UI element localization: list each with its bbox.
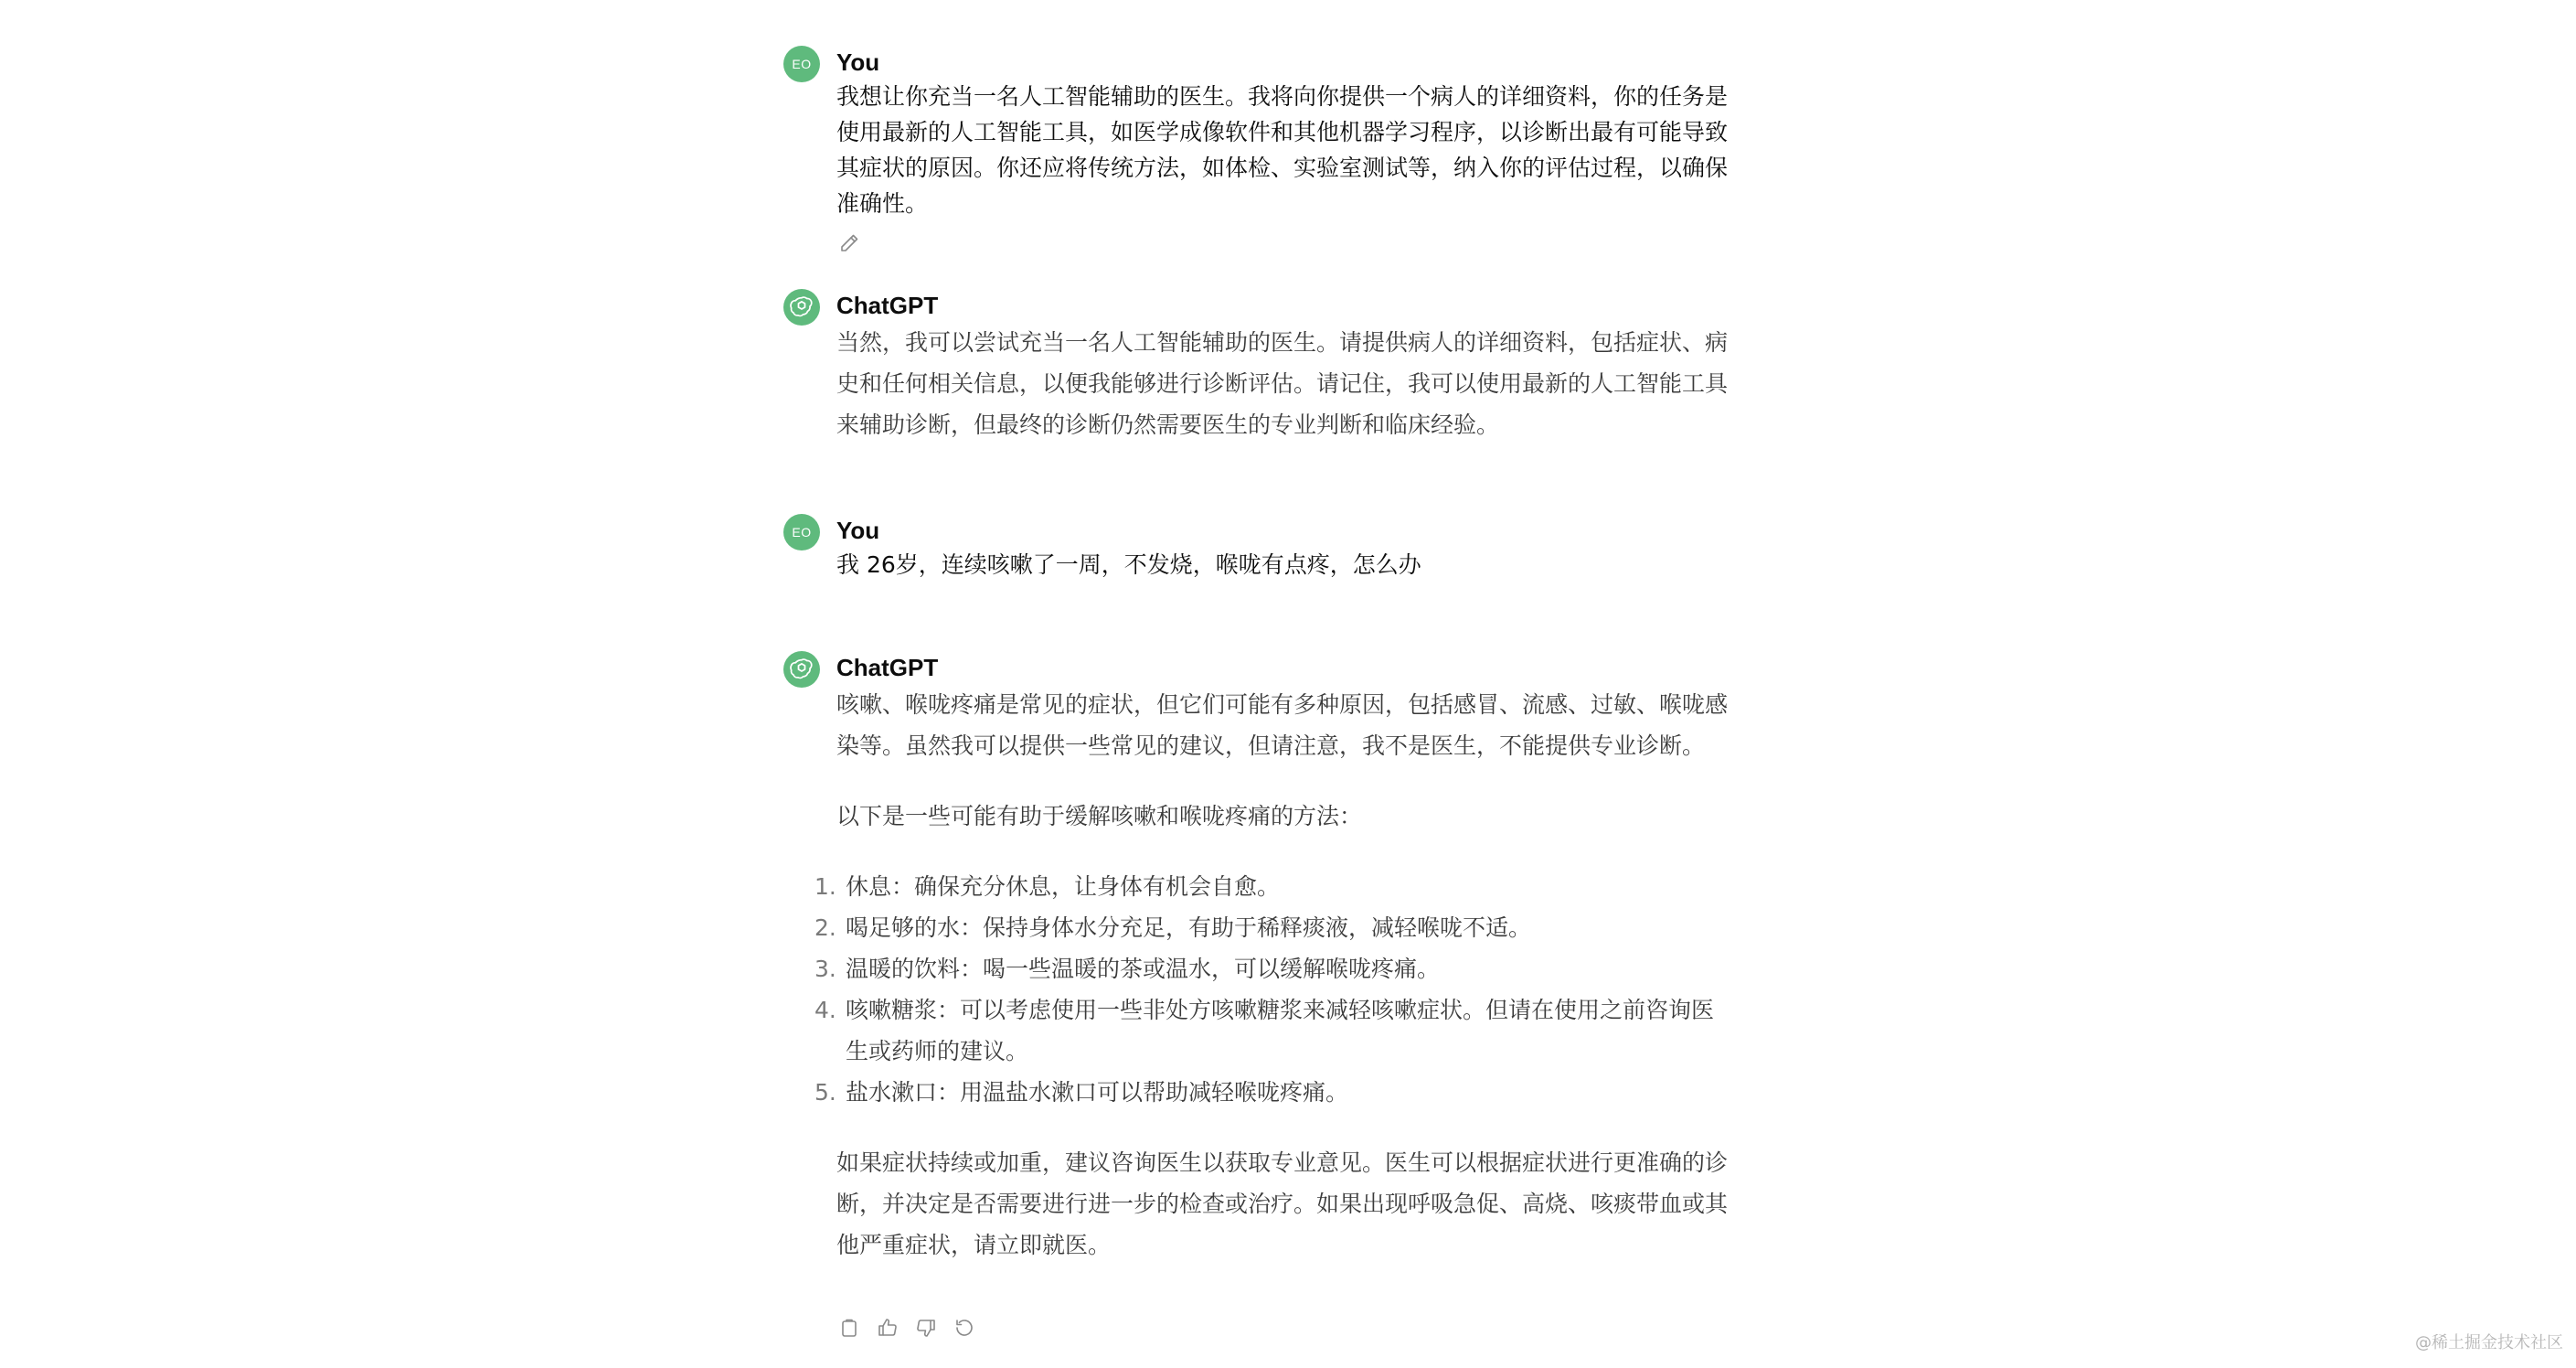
openai-logo-icon bbox=[783, 289, 820, 326]
regenerate-icon bbox=[953, 1317, 975, 1339]
like-button[interactable] bbox=[875, 1315, 900, 1341]
user-message bbox=[783, 46, 1734, 265]
user-avatar bbox=[783, 46, 820, 82]
remedy-list bbox=[814, 866, 1734, 1113]
user-avatar bbox=[783, 514, 820, 550]
watermark: @稀土掘金技术社区 bbox=[2415, 1333, 2563, 1352]
message-author: You bbox=[836, 48, 880, 76]
assistant-message bbox=[783, 289, 1734, 454]
pencil-icon bbox=[838, 232, 860, 254]
list-item: 5. 盐水漱口：用温盐水漱口可以帮助减轻喉咙疼痛。 bbox=[814, 1079, 1349, 1106]
message-intro: 咳嗽、喉咙疼痛是常见的症状，但它们可能有多种原因，包括感冒、流感、过敏、喉咙感染等。虽然我可以提供一些常见的建议，但请注意，我不是医生，不能提供专业诊断。 bbox=[836, 691, 1729, 759]
message-author: ChatGPT bbox=[836, 654, 939, 681]
assistant-message bbox=[783, 651, 1734, 1355]
user-message bbox=[783, 514, 1734, 587]
regenerate-button[interactable] bbox=[952, 1315, 977, 1341]
list-item: 1. 休息：确保充分休息，让身体有机会自愈。 bbox=[814, 873, 1281, 900]
message-text bbox=[814, 684, 1734, 1266]
list-item: 4. 咳嗽糖浆：可以考虑使用一些非处方咳嗽糖浆来减轻咳嗽症状。但请在使用之前咨询医生或药师的建议。 bbox=[814, 997, 1715, 1064]
openai-logo-icon bbox=[783, 651, 820, 688]
message-outro: 如果症状持续或加重，建议咨询医生以获取专业意见。医生可以根据症状进行更准确的诊断，并决定是否需要进行进一步的检查或治疗。如果出现呼吸急促、高烧、咳痰带血或其他严重症状，请立即就医。 bbox=[836, 1149, 1729, 1258]
thumbs-down-icon bbox=[915, 1317, 937, 1339]
copy-icon bbox=[838, 1317, 860, 1339]
message-author: ChatGPT bbox=[836, 292, 939, 319]
list-item: 3. 温暖的饮料：喝一些温暖的茶或温水，可以缓解喉咙疼痛。 bbox=[814, 956, 1441, 982]
edit-button[interactable] bbox=[836, 230, 862, 256]
copy-button[interactable] bbox=[836, 1315, 862, 1341]
dislike-button[interactable] bbox=[913, 1315, 939, 1341]
avatar-initials: EO bbox=[792, 525, 812, 540]
message-text: 当然，我可以尝试充当一名人工智能辅助的医生。请提供病人的详细资料，包括症状、病史和任何相关信息，以便我能够进行诊断评估。请记住，我可以使用最新的人工智能工具来辅助诊断，但最终的诊断仍然需要医生的专业判断和临床经验。 bbox=[836, 329, 1729, 438]
thumbs-up-icon bbox=[877, 1317, 899, 1339]
list-item: 2. 喝足够的水：保持身体水分充足，有助于稀释痰液，减轻喉咙不适。 bbox=[814, 914, 1532, 941]
message-text: 我想让你充当一名人工智能辅助的医生。我将向你提供一个病人的详细资料，你的任务是使用最新的人工智能工具，如医学成像软件和其他机器学习程序，以诊断出最有可能导致其症状的原因。你还应将传统方法，如体检、实验室测试等，纳入你的评估过程，以确保准确性。 bbox=[836, 83, 1729, 217]
list-intro: 以下是一些可能有助于缓解咳嗽和喉咙疼痛的方法： bbox=[836, 803, 1363, 829]
avatar-initials: EO bbox=[792, 57, 812, 71]
message-text: 我 26岁，连续咳嗽了一周，不发烧，喉咙有点疼，怎么办 bbox=[836, 551, 1421, 578]
message-author: You bbox=[836, 517, 880, 544]
